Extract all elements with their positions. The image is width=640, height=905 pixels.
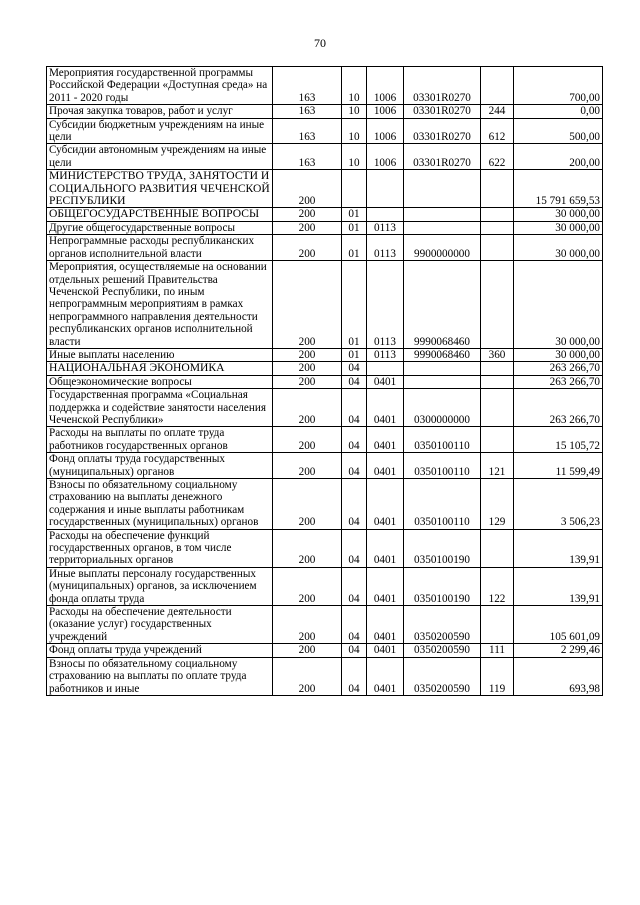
cell-pr <box>367 170 404 208</box>
cell-vr <box>481 375 514 388</box>
cell-rz: 01 <box>342 221 367 234</box>
cell-sum: 30 000,00 <box>514 221 603 234</box>
cell-vr: 244 <box>481 105 514 118</box>
table-row <box>47 348 603 361</box>
cell-name: Иные выплаты персоналу государственных (муниципальных) органов, за исключением фонда оплаты труда <box>47 567 273 605</box>
cell-ved: 200 <box>273 657 342 695</box>
table-row <box>47 389 603 427</box>
cell-rz: 04 <box>342 453 367 479</box>
cell-sum: 11 599,49 <box>514 453 603 479</box>
cell-vr <box>481 389 514 427</box>
cell-pr: 1006 <box>367 105 404 118</box>
cell-ved: 200 <box>273 221 342 234</box>
cell-vr <box>481 261 514 349</box>
cell-name: Взносы по обязательному социальному страхованию на выплаты денежного содержания и иные выплаты работникам государственных (муниципальных) органов <box>47 479 273 530</box>
cell-csr: 0350100110 <box>404 427 481 453</box>
cell-sum: 30 000,00 <box>514 208 603 221</box>
table-row <box>47 529 603 567</box>
cell-pr <box>367 362 404 375</box>
cell-sum: 2 299,46 <box>514 644 603 657</box>
cell-pr: 1006 <box>367 118 404 144</box>
cell-ved: 200 <box>273 453 342 479</box>
cell-sum: 500,00 <box>514 118 603 144</box>
cell-sum: 263 266,70 <box>514 375 603 388</box>
cell-sum: 30 000,00 <box>514 261 603 349</box>
cell-csr: 0350100190 <box>404 529 481 567</box>
cell-ved: 200 <box>273 348 342 361</box>
table-row <box>47 235 603 261</box>
table-row <box>47 208 603 221</box>
cell-vr <box>481 67 514 105</box>
cell-rz: 10 <box>342 144 367 170</box>
table-row <box>47 427 603 453</box>
table-row <box>47 261 603 349</box>
cell-csr: 03301R0270 <box>404 144 481 170</box>
cell-rz: 04 <box>342 644 367 657</box>
cell-ved: 200 <box>273 170 342 208</box>
cell-vr <box>481 362 514 375</box>
cell-pr: 1006 <box>367 144 404 170</box>
cell-pr: 0401 <box>367 453 404 479</box>
cell-name: ОБЩЕГОСУДАРСТВЕННЫЕ ВОПРОСЫ <box>47 208 273 221</box>
cell-ved: 163 <box>273 105 342 118</box>
cell-rz: 04 <box>342 529 367 567</box>
cell-pr: 0113 <box>367 348 404 361</box>
cell-pr: 1006 <box>367 67 404 105</box>
cell-sum: 263 266,70 <box>514 362 603 375</box>
cell-vr <box>481 235 514 261</box>
cell-rz: 04 <box>342 362 367 375</box>
cell-ved: 163 <box>273 67 342 105</box>
cell-ved: 200 <box>273 427 342 453</box>
cell-pr: 0401 <box>367 644 404 657</box>
table-row <box>47 170 603 208</box>
table-row <box>47 375 603 388</box>
cell-pr: 0113 <box>367 221 404 234</box>
cell-vr: 121 <box>481 453 514 479</box>
table-row <box>47 144 603 170</box>
cell-rz: 01 <box>342 261 367 349</box>
cell-sum: 15 105,72 <box>514 427 603 453</box>
cell-name: Мероприятия государственной программы Российской Федерации «Доступная среда» на 2011 - 2020 годы <box>47 67 273 105</box>
cell-pr: 0401 <box>367 479 404 530</box>
cell-ved: 163 <box>273 144 342 170</box>
cell-ved: 200 <box>273 479 342 530</box>
table-row <box>47 118 603 144</box>
cell-name: Прочая закупка товаров, работ и услуг <box>47 105 273 118</box>
cell-pr: 0401 <box>367 389 404 427</box>
cell-rz: 04 <box>342 427 367 453</box>
table-row <box>47 67 603 105</box>
cell-csr: 03301R0270 <box>404 105 481 118</box>
table-row <box>47 105 603 118</box>
cell-ved: 200 <box>273 529 342 567</box>
cell-rz: 04 <box>342 606 367 644</box>
cell-sum: 30 000,00 <box>514 235 603 261</box>
cell-csr: 0350200590 <box>404 657 481 695</box>
cell-sum: 139,91 <box>514 529 603 567</box>
cell-ved: 200 <box>273 235 342 261</box>
cell-rz: 04 <box>342 657 367 695</box>
cell-rz: 04 <box>342 389 367 427</box>
cell-rz: 10 <box>342 105 367 118</box>
cell-name: Другие общегосударственные вопросы <box>47 221 273 234</box>
cell-ved: 200 <box>273 606 342 644</box>
cell-rz: 04 <box>342 567 367 605</box>
cell-name: Взносы по обязательному социальному страхованию на выплаты по оплате труда работников и иные <box>47 657 273 695</box>
cell-name: Фонд оплаты труда государственных (муниципальных) органов <box>47 453 273 479</box>
cell-name: Расходы на обеспечение деятельности (оказание услуг) государственных учреждений <box>47 606 273 644</box>
cell-pr: 0401 <box>367 375 404 388</box>
cell-csr: 9900000000 <box>404 235 481 261</box>
cell-sum: 139,91 <box>514 567 603 605</box>
cell-csr: 9990068460 <box>404 261 481 349</box>
cell-sum: 30 000,00 <box>514 348 603 361</box>
cell-sum: 263 266,70 <box>514 389 603 427</box>
budget-table <box>46 66 603 696</box>
cell-csr: 03301R0270 <box>404 67 481 105</box>
cell-name: Иные выплаты населению <box>47 348 273 361</box>
cell-ved: 200 <box>273 208 342 221</box>
cell-ved: 200 <box>273 567 342 605</box>
cell-name: Расходы на обеспечение функций государственных органов, в том числе территориальных органов <box>47 529 273 567</box>
cell-rz: 04 <box>342 375 367 388</box>
table-row <box>47 606 603 644</box>
page-number: 70 <box>314 36 326 50</box>
cell-pr: 0401 <box>367 427 404 453</box>
cell-vr: 612 <box>481 118 514 144</box>
cell-rz: 10 <box>342 67 367 105</box>
cell-name: Фонд оплаты труда учреждений <box>47 644 273 657</box>
table-body <box>47 67 603 696</box>
cell-name: Расходы на выплаты по оплате труда работников государственных органов <box>47 427 273 453</box>
cell-ved: 200 <box>273 644 342 657</box>
cell-rz: 04 <box>342 479 367 530</box>
cell-ved: 163 <box>273 118 342 144</box>
cell-name: Государственная программа «Социальная поддержка и содействие занятости населения Чеченской Республики» <box>47 389 273 427</box>
cell-csr: 0350100110 <box>404 453 481 479</box>
cell-vr: 622 <box>481 144 514 170</box>
cell-pr: 0113 <box>367 261 404 349</box>
table-row <box>47 657 603 695</box>
cell-sum: 693,98 <box>514 657 603 695</box>
cell-vr: 360 <box>481 348 514 361</box>
cell-csr: 9990068460 <box>404 348 481 361</box>
cell-sum: 0,00 <box>514 105 603 118</box>
cell-csr <box>404 375 481 388</box>
cell-pr: 0401 <box>367 657 404 695</box>
cell-vr <box>481 208 514 221</box>
cell-pr: 0401 <box>367 529 404 567</box>
cell-name: Общеэкономические вопросы <box>47 375 273 388</box>
cell-name: Непрограммные расходы республиканских органов исполнительной власти <box>47 235 273 261</box>
table-row <box>47 644 603 657</box>
cell-ved: 200 <box>273 261 342 349</box>
cell-pr: 0401 <box>367 606 404 644</box>
cell-vr: 111 <box>481 644 514 657</box>
cell-csr: 0350200590 <box>404 644 481 657</box>
cell-rz: 10 <box>342 118 367 144</box>
cell-csr <box>404 208 481 221</box>
cell-sum: 105 601,09 <box>514 606 603 644</box>
cell-rz: 01 <box>342 348 367 361</box>
cell-vr <box>481 606 514 644</box>
cell-name: Мероприятия, осуществляемые на основании отдельных решений Правительства Чеченской Республики, по иным непрограммным мероприятиям в рамках непрограммного направления деятельности республиканских органов исполнительной власти <box>47 261 273 349</box>
cell-sum: 15 791 659,53 <box>514 170 603 208</box>
cell-csr <box>404 362 481 375</box>
table-row <box>47 453 603 479</box>
cell-ved: 200 <box>273 375 342 388</box>
cell-pr: 0401 <box>367 567 404 605</box>
cell-csr <box>404 221 481 234</box>
cell-csr <box>404 170 481 208</box>
table-row <box>47 362 603 375</box>
cell-rz: 01 <box>342 208 367 221</box>
table-row <box>47 221 603 234</box>
cell-rz <box>342 170 367 208</box>
cell-sum: 200,00 <box>514 144 603 170</box>
table-row <box>47 479 603 530</box>
cell-csr: 0350100110 <box>404 479 481 530</box>
cell-vr <box>481 221 514 234</box>
cell-vr <box>481 170 514 208</box>
cell-ved: 200 <box>273 362 342 375</box>
cell-vr <box>481 427 514 453</box>
cell-csr: 0350100190 <box>404 567 481 605</box>
cell-vr: 119 <box>481 657 514 695</box>
cell-vr <box>481 529 514 567</box>
cell-csr: 0350200590 <box>404 606 481 644</box>
cell-rz: 01 <box>342 235 367 261</box>
cell-name: Субсидии бюджетным учреждениям на иные цели <box>47 118 273 144</box>
cell-sum: 3 506,23 <box>514 479 603 530</box>
cell-name: Субсидии автономным учреждениям на иные цели <box>47 144 273 170</box>
cell-ved: 200 <box>273 389 342 427</box>
cell-pr: 0113 <box>367 235 404 261</box>
cell-pr <box>367 208 404 221</box>
cell-sum: 700,00 <box>514 67 603 105</box>
cell-name: МИНИСТЕРСТВО ТРУДА, ЗАНЯТОСТИ И СОЦИАЛЬНОГО РАЗВИТИЯ ЧЕЧЕНСКОЙ РЕСПУБЛИКИ <box>47 170 273 208</box>
cell-csr: 03301R0270 <box>404 118 481 144</box>
cell-vr: 129 <box>481 479 514 530</box>
cell-vr: 122 <box>481 567 514 605</box>
cell-name: НАЦИОНАЛЬНАЯ ЭКОНОМИКА <box>47 362 273 375</box>
cell-csr: 0300000000 <box>404 389 481 427</box>
table-row <box>47 567 603 605</box>
